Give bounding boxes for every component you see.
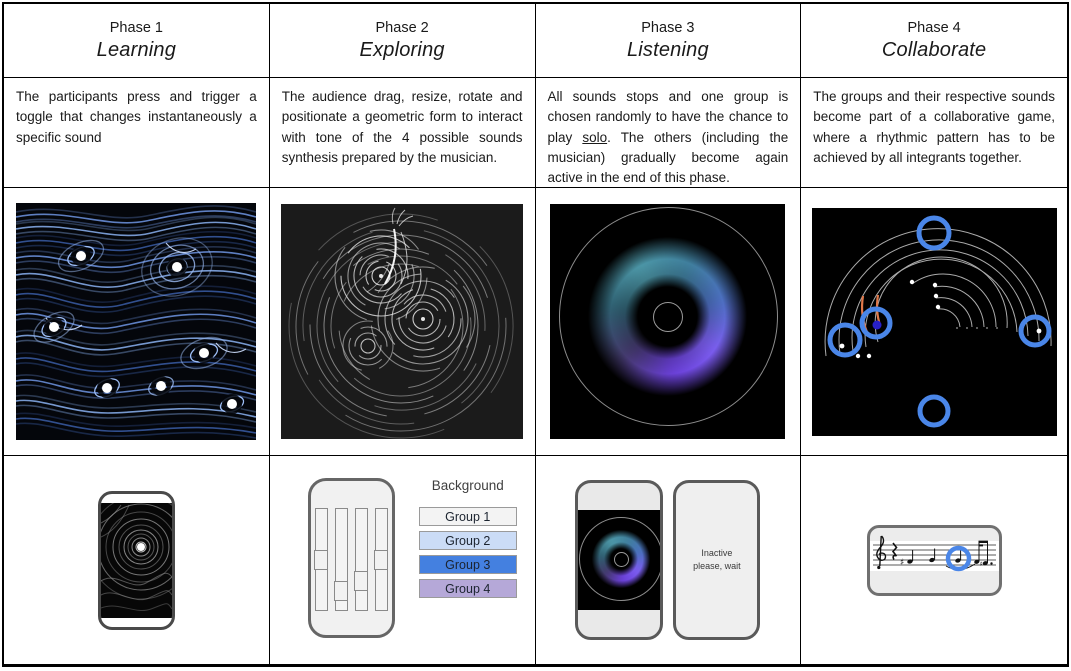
torus-ring-visual [550, 204, 785, 439]
phase-2-header [270, 4, 536, 78]
slider-track-2[interactable] [335, 508, 348, 611]
phases-table [2, 2, 1069, 667]
inactive-message: Inactive please, wait [693, 547, 741, 571]
phase-1-mockup-cell [4, 456, 270, 665]
background-legend [419, 478, 517, 598]
phase-2-title: Exploring [359, 38, 445, 61]
phase-3-description [536, 78, 802, 188]
phase-1-visual-cell [4, 188, 270, 456]
phase-4-description [801, 78, 1067, 188]
slider-track-1[interactable] [315, 508, 328, 611]
svg-text:♯: ♯ [899, 557, 904, 568]
phase-1-phone-mockup [98, 491, 175, 630]
slider-thumb-2[interactable] [334, 581, 348, 601]
phase-2-phone-mockup [308, 478, 395, 638]
slider-thumb-3[interactable] [354, 571, 368, 591]
phase-3-title: Listening [626, 38, 709, 61]
phase-4-description-text: The groups and their respective sounds become part of a collaborative game, where a rhythmic pattern has to be achieved by all integrants together. [813, 89, 1055, 165]
group-4-button[interactable]: Group 4 [419, 579, 517, 598]
group-3-button[interactable]: Group 3 [419, 555, 517, 574]
phase-3-header [536, 4, 802, 78]
phase-1-description [4, 78, 270, 188]
solo-underlined: solo [582, 129, 608, 145]
phase-4-title: Collaborate [881, 38, 987, 61]
phase-4-mockup-cell [801, 456, 1067, 665]
group-1-button[interactable]: Group 1 [419, 507, 517, 526]
phase-4-header [801, 4, 1067, 78]
phase-2-description [270, 78, 536, 188]
music-staff [870, 528, 999, 593]
torus-mini-screen [578, 510, 660, 610]
slider-thumb-4[interactable] [374, 550, 388, 570]
phase-4-number: Phase 4 [907, 19, 961, 36]
ripple-circles-visual [281, 204, 523, 439]
phase-1-header [4, 4, 270, 78]
rhythm-arcs-visual [812, 208, 1057, 436]
phase-3-inactive-phone [673, 480, 760, 640]
phase-2-mockup-cell [270, 456, 536, 665]
phase-2-description-text: The audience drag, resize, rotate and positionate a geometric form to interact with tone of the 4 possible sounds synthesis prepared by the musician. [281, 89, 523, 165]
phase-3-active-phone [575, 480, 663, 640]
phase-3-mockup-cell [536, 456, 802, 665]
phase-1-title: Learning [96, 38, 177, 61]
group-2-button[interactable]: Group 2 [419, 531, 517, 550]
phone-swirl-screen [101, 503, 172, 618]
flow-field-visual [16, 203, 256, 440]
phase-1-description-text: The participants press and trigger a toggle that changes instantaneously a specific sound [16, 89, 257, 145]
phase-3-description-text: All sounds stops and one group is chosen randomly to have the chance to play solo. The others (including the musician) gradually become again active in the end of this phase. [547, 89, 789, 185]
slider-thumb-1[interactable] [314, 550, 328, 570]
phase-2-visual-cell [270, 188, 536, 456]
music-score-card [867, 525, 1002, 596]
phase-2-number: Phase 2 [375, 19, 429, 36]
phase-4-visual-cell [801, 188, 1067, 456]
phase-3-number: Phase 3 [641, 19, 695, 36]
legend-title: Background [431, 478, 504, 493]
phase-1-number: Phase 1 [109, 19, 163, 36]
slider-track-3[interactable] [355, 508, 368, 611]
purple-dot [872, 320, 881, 329]
svg-text:♯: ♯ [979, 559, 983, 568]
slider-track-4[interactable] [375, 508, 388, 611]
phase-3-visual-cell [536, 188, 802, 456]
